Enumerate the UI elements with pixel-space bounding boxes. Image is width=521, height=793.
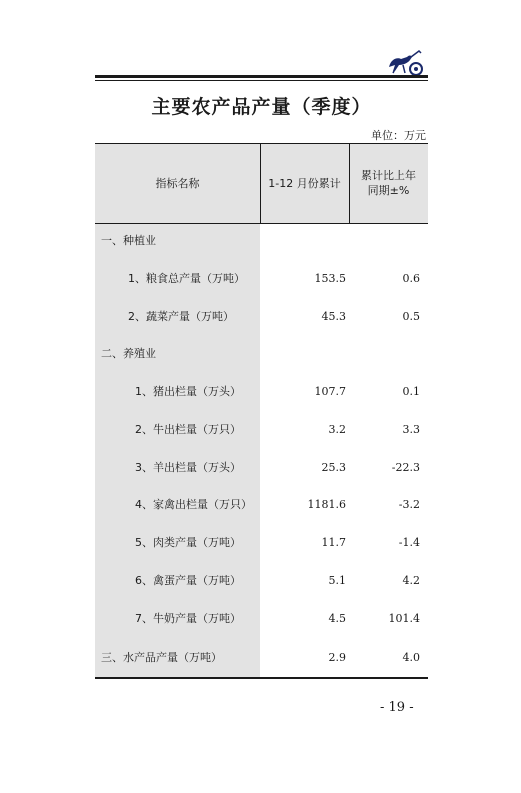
table-row: 1、粮食总产量（万吨） 153.5 0.6 (128, 272, 420, 285)
table-row: 6、禽蛋产量（万吨） 5.1 4.2 (135, 574, 420, 587)
table-row-category: 一、种植业 (101, 234, 156, 247)
table-row-category: 二、养殖业 (101, 347, 156, 360)
production-table (95, 143, 428, 678)
page-title: 主要农产品产量（季度） (151, 96, 372, 118)
table-row: 4、家禽出栏量（万只） 1181.6 -3.2 (135, 498, 420, 511)
table-row-category: 三、水产品产量（万吨） 2.9 4.0 (101, 651, 420, 664)
header-rule-thin (95, 80, 428, 81)
header-indicator-name: 指标名称 (155, 176, 200, 190)
table-row: 3、羊出栏量（万头） 25.3 -22.3 (135, 461, 420, 474)
header-rule-thick (95, 75, 428, 78)
table-row: 5、肉类产量（万吨） 11.7 -1.4 (135, 536, 420, 549)
unit-label: 单位：万元 (371, 129, 426, 142)
page-number: - 19 - (380, 700, 414, 715)
table-row: 1、猪出栏量（万头） 107.7 0.1 (135, 385, 420, 398)
table-row: 2、蔬菜产量（万吨） 45.3 0.5 (128, 310, 420, 323)
table-row: 2、牛出栏量（万只） 3.2 3.3 (135, 423, 420, 436)
header-cumulative: 1-12 月份累计 (268, 176, 341, 190)
horse-carriage-logo-icon (383, 41, 425, 77)
table-row: 7、牛奶产量（万吨） 4.5 101.4 (135, 612, 420, 625)
header-yoy-change: 累计比上年 同期±% (361, 169, 416, 197)
